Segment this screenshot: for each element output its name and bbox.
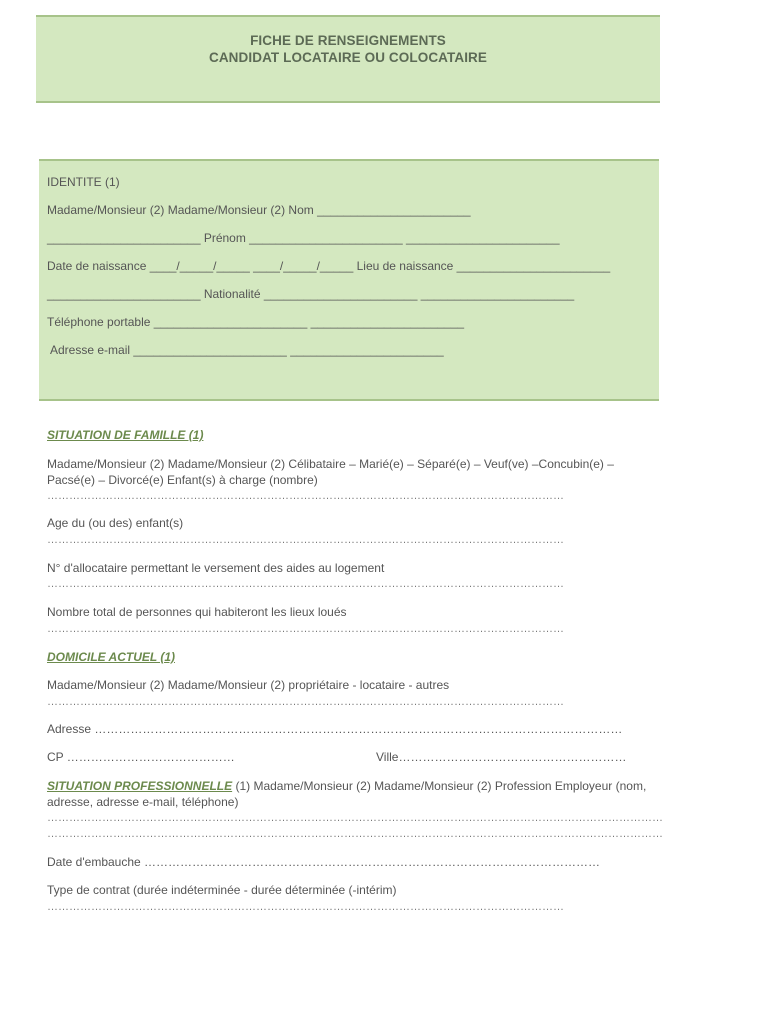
professionnelle-dots2[interactable]: …………………………………………………………………………………………………………………………………………………… <box>47 828 663 840</box>
famille-allocataire-label: N° d'allocataire permettant le versement des aides au logement <box>47 561 385 575</box>
famille-heading: SITUATION DE FAMILLE (1) <box>47 428 204 442</box>
identite-naissance-field[interactable]: Date de naissance ____/_____/_____ ____/_____/_____ Lieu de naissance _______________________ <box>47 259 611 273</box>
identite-heading: IDENTITE (1) <box>47 175 120 189</box>
domicile-ville-field[interactable]: Ville………………………………………………… <box>376 750 627 764</box>
famille-personnes-label: Nombre total de personnes qui habiteront les lieux loués <box>47 605 347 619</box>
identite-email-field[interactable]: Adresse e-mail _______________________ _______________________ <box>50 343 444 357</box>
professionnelle-embauche-field[interactable]: Date d'embauche …………………………………………………………………………………………………… <box>47 855 601 869</box>
form-title-line2: CANDIDAT LOCATAIRE OU COLOCATAIRE <box>208 50 488 65</box>
professionnelle-line2[interactable]: adresse, adresse e-mail, téléphone) <box>47 795 239 809</box>
form-header <box>36 15 660 103</box>
form-title-line1: FICHE DE RENSEIGNEMENTS <box>250 33 446 48</box>
famille-line2[interactable]: Pacsé(e) – Divorcé(e) Enfant(s) à charge (nombre) <box>47 473 318 487</box>
identite-nationalite-field[interactable]: _______________________ Nationalité _______________________ _______________________ <box>47 287 575 301</box>
professionnelle-dots1[interactable]: …………………………………………………………………………………………………………………………………………………… <box>47 812 663 824</box>
famille-age-dots[interactable]: …………………………………………………………………………………………………………………………… <box>47 534 564 546</box>
domicile-statut-dots[interactable]: …………………………………………………………………………………………………………………………… <box>47 696 564 708</box>
professionnelle-line1 <box>47 779 646 793</box>
professionnelle-contrat-dots[interactable]: …………………………………………………………………………………………………………………………… <box>47 901 564 913</box>
famille-personnes-dots[interactable]: …………………………………………………………………………………………………………………………… <box>47 623 564 635</box>
domicile-adresse-field[interactable]: Adresse …………………………………………………………………………………………………………………… <box>47 722 623 736</box>
identite-civilite-nom-field[interactable]: Madame/Monsieur (2) Madame/Monsieur (2) Nom _______________________ <box>47 203 471 217</box>
famille-age-label: Age du (ou des) enfant(s) <box>47 516 184 530</box>
professionnelle-line1-text[interactable]: (1) Madame/Monsieur (2) Madame/Monsieur (2) Profession Employeur (nom, <box>232 779 647 793</box>
identite-telephone-field[interactable]: Téléphone portable _______________________ _______________________ <box>47 315 465 329</box>
domicile-heading: DOMICILE ACTUEL (1) <box>47 650 175 664</box>
identite-prenom-field[interactable]: _______________________ Prénom _______________________ _______________________ <box>47 231 560 245</box>
famille-dots1[interactable]: …………………………………………………………………………………………………………………………… <box>47 490 564 502</box>
domicile-cp-field[interactable]: CP …………………………………… <box>47 750 235 764</box>
professionnelle-contrat-label[interactable]: Type de contrat (durée indéterminée - durée déterminée (-intérim) <box>47 883 397 897</box>
domicile-statut[interactable]: Madame/Monsieur (2) Madame/Monsieur (2) propriétaire - locataire - autres <box>47 678 450 692</box>
famille-allocataire-dots[interactable]: …………………………………………………………………………………………………………………………… <box>47 578 564 590</box>
famille-line1[interactable]: Madame/Monsieur (2) Madame/Monsieur (2) Célibataire – Marié(e) – Séparé(e) – Veuf(ve) –Concubin(e) – <box>47 457 614 471</box>
professionnelle-heading: SITUATION PROFESSIONNELLE <box>47 779 233 793</box>
identite-section <box>39 159 659 401</box>
